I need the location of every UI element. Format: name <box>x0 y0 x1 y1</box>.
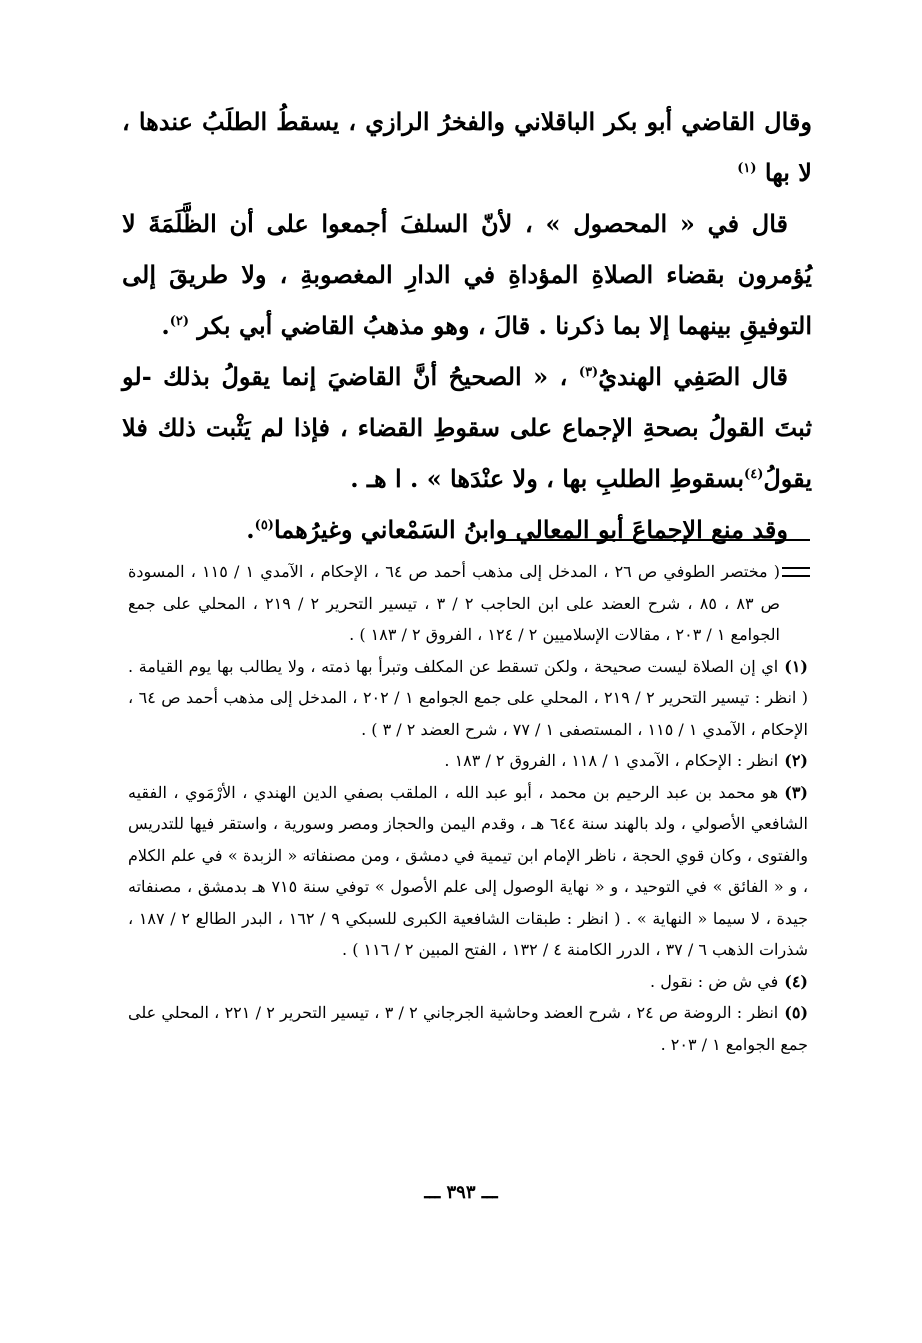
footnote-continuation: ( مختصر الطوفي ص ٢٦ ، المدخل إلى مذهب أحمد ص ٦٤ ، الإحكام ، الآمدي ١ / ١١٥ ، المسودة ص ٨٣ ، ٨٥ ، شرح العضد على ابن الحاجب ٢ / ٣ ، تيسير التحرير ٢ / ٢١٩ ، المحلي على جمع الجوامع ١ / ٢٠٣ ، مقالات الإسلاميين ٢ / ١٢٤ ، الفروق ٢ / ١٨٣ ) . <box>128 562 781 644</box>
footnote-text: في ش ض : نقول . <box>650 971 779 991</box>
footnote-separator <box>503 539 810 541</box>
footnote-text: انظر : الروضة ص ٢٤ ، شرح العضد وحاشية الجرجاني ٢ / ٣ ، تيسير التحرير ٢ / ٢٢١ ، المحلي على جمع الجوامع ١ / ٢٠٣ . <box>128 1003 808 1054</box>
paragraph-4-text: وقد منع الإجماعَ أبو المعالي وابنُ السَمْعاني وغيرُهما <box>273 515 788 544</box>
page-number: ـــ ٣٩٣ ـــ <box>424 1182 498 1203</box>
paragraph-3-text-c: بسقوطِ الطلبِ بها ، ولا عنْدَها » . ا هـ . <box>350 464 745 493</box>
footnote-number: (٤) <box>784 971 808 991</box>
paragraph-3-text-b: ، « الصحيحُ أنَّ القاضيَ إنما يقولُ بذلك -لو ثبتَ القولُ بصحةِ الإجماع على سقوطِ القضاء ، فإذا لم يَثْبت ذلك فلا يقولُ <box>122 362 812 493</box>
footnote-1 <box>128 651 808 746</box>
paragraph-2 <box>122 198 812 351</box>
footnote-number: (٢) <box>784 751 808 770</box>
footnote-number: (١) <box>784 656 808 676</box>
footnote-text: انظر : الإحكام ، الآمدي ١ / ١١٨ ، الفروق ٢ / ١٨٣ . <box>444 751 779 770</box>
footnote-ref-1: (١) <box>737 161 757 176</box>
footnote-number: (٥) <box>784 1003 809 1022</box>
footnote-2 <box>128 745 808 777</box>
footnotes <box>128 556 808 1060</box>
footnote-ref-5: (٥) <box>254 518 274 533</box>
footnote-text: اي إن الصلاة ليست صحيحة ، ولكن تسقط عن المكلف وتبرأ بها ذمته ، ولا يطالب بها يوم القيامة . ( انظر : تيسير التحرير ٢ / ٢١٩ ، المحلي على جمع الجوامع ١ / ٢٠٢ ، المدخل إلى مذهب أحمد ص ٦٤ ، الإحكام ، الآمدي ١ / ١١٥ ، المستصفى ١ / ٧٧ ، شرح العضد ٢ / ٣ ) . <box>128 656 809 739</box>
paragraph-2-text: قال في « المحصول » ، لأنّ السلفَ أجمعوا على أن الظَّلَمَةَ لا يُؤمرون بقضاء الصلاةِ المؤداةِ في الدارِ المغصوبةِ ، ولا طريقَ إلى التوفيقِ بينهما إلا بما ذكرنا . قالَ ، وهو مذهبُ القاضي أبي بكر <box>122 209 812 340</box>
paragraph-4-end: . <box>246 515 255 544</box>
paragraph-1-text: وقال القاضي أبو بكر الباقلاني والفخرُ الرازي ، يسقطُ الطلَبُ عندها ، لا بها <box>122 107 812 187</box>
footnote-number: (٣) <box>784 782 808 802</box>
footnote-ref-2: (٢) <box>169 314 190 329</box>
footnote-4 <box>128 966 808 998</box>
paragraph-1 <box>122 96 812 198</box>
main-text <box>122 96 812 555</box>
footnote-ref-4: (٤) <box>744 467 764 482</box>
footnote-ref-3: (٣) <box>578 365 599 380</box>
footnote-3 <box>128 777 808 966</box>
paragraph-4 <box>122 504 812 555</box>
paragraph-3 <box>122 351 812 504</box>
footnote-5 <box>128 997 808 1060</box>
paragraph-2-end: . <box>161 311 170 340</box>
footnote-text: هو محمد بن عبد الرحيم بن محمد ، أبو عبد الله ، الملقب بصفي الدين الهندي ، الأرْمَوي ، الفقيه الشافعي الأصولي ، ولد بالهند سنة ٦٤٤ هـ ، وقدم اليمن والحجاز ومصر وسورية ، واستقر فيها للتدريس والفتوى ، وكان قوي الحجة ، ناظر الإمام ابن تيمية في دمشق ، ومن مصنفاته « الزبدة » في علم الكلام ، و « الفائق » في التوحيد ، و « نهاية الوصول إلى علم الأصول » توفي سنة ٧١٥ هـ بدمشق ، مصنفاته جيدة ، لا سيما « النهاية » . ( انظر : طبقات الشافعية الكبرى للسبكي ٩ / ١٦٢ ، البدر الطالع ٢ / ١٨٧ ، شذرات الذهب ٦ / ٣٧ ، الدرر الكامنة ٤ / ١٣٢ ، الفتح المبين ٢ / ١١٦ ) . <box>128 782 809 959</box>
paragraph-3-text-a: قال الصَفِي الهنديُ <box>598 362 788 391</box>
